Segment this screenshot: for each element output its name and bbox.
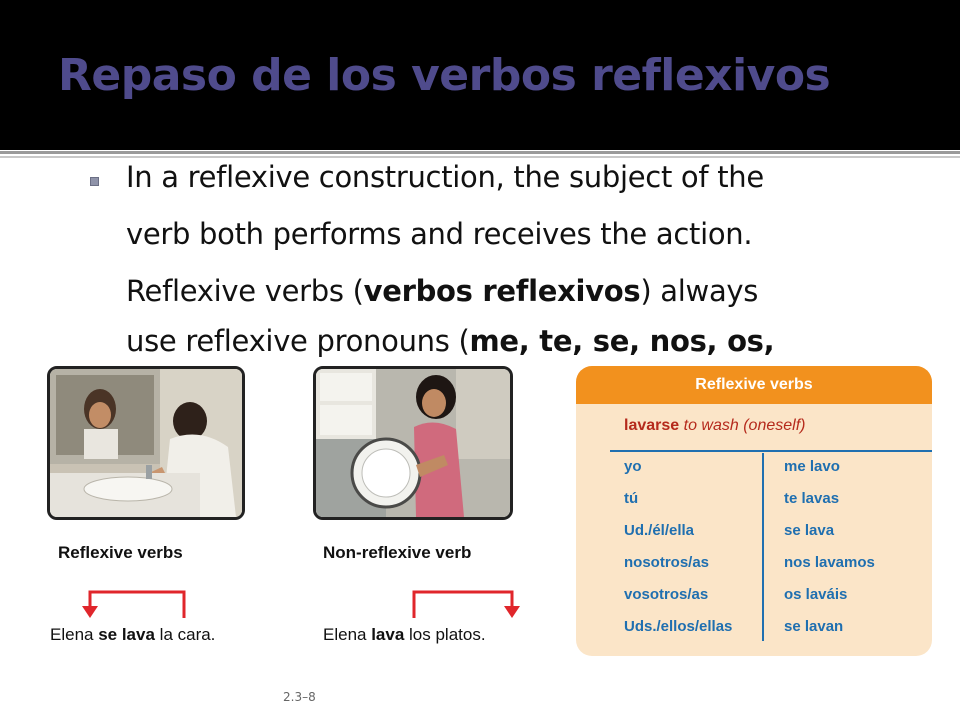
title-bar — [0, 0, 960, 150]
table-column-divider — [762, 453, 764, 641]
label-non-reflexive: Non-reflexive verb — [323, 543, 472, 562]
title-divider-secondary — [0, 156, 960, 158]
label-reflexive: Reflexive verbs — [58, 543, 183, 562]
table-subject: Uds./ellos/ellas — [624, 618, 733, 635]
conjugation-table — [576, 366, 932, 656]
table-subject: nosotros/as — [624, 554, 710, 571]
non-reflexive-arrow-icon — [404, 588, 524, 618]
bullet-line-3: Reflexive verbs (verbos reflexivos) always — [126, 274, 759, 308]
table-subject: Ud./él/ella — [624, 522, 695, 539]
title-divider — [0, 151, 960, 154]
sentence-non-reflexive: Elena lava los platos. — [323, 625, 486, 644]
table-form: te lavas — [784, 490, 840, 507]
table-subject: vosotros/as — [624, 586, 709, 603]
table-divider — [610, 450, 932, 452]
sentence-reflexive: Elena se lava la cara. — [50, 625, 216, 644]
reflexive-arrow-icon — [78, 588, 192, 618]
table-infinitive: lavarse to wash (oneself) — [624, 417, 806, 434]
table-form: os laváis — [784, 586, 848, 603]
table-form: se lava — [784, 522, 835, 539]
table-subject: yo — [624, 458, 642, 475]
bullet-line-4: use reflexive pronouns (me, te, se, nos, os, — [126, 324, 775, 358]
table-header: Reflexive verbs — [576, 366, 932, 404]
bullet-line-1: In a reflexive construction, the subject of the — [126, 160, 764, 194]
photo-washing-face — [47, 366, 245, 520]
table-form: me lavo — [784, 458, 840, 475]
bullet-square-icon — [90, 177, 99, 186]
table-subject: tú — [624, 490, 639, 507]
term-verbos-reflexivos: verbos reflexivos — [363, 274, 641, 308]
table-form: nos lavamos — [784, 554, 875, 571]
photo-washing-plate — [313, 366, 513, 520]
slide-number: 2.3–8 — [283, 690, 316, 704]
bullet-line-2: verb both performs and receives the action. — [126, 217, 753, 251]
table-form: se lavan — [784, 618, 844, 635]
slide-title: Repaso de los verbos reflexivos — [58, 50, 831, 101]
